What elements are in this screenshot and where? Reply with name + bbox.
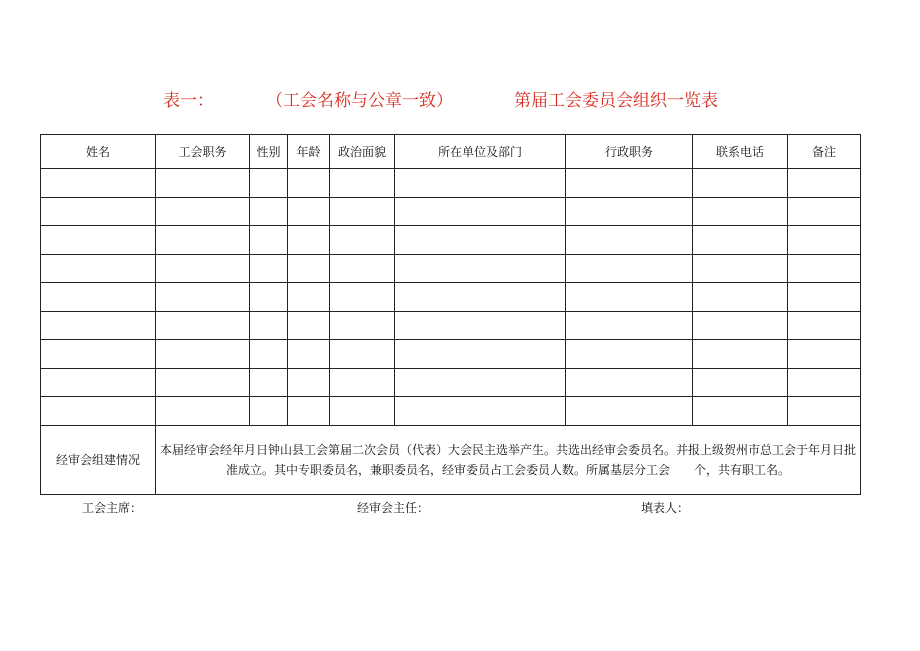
table-row [41,368,861,397]
table-cell[interactable] [288,397,330,426]
header-remarks: 备注 [788,135,861,169]
table-cell[interactable] [156,311,250,340]
table-cell[interactable] [395,397,566,426]
table-cell[interactable] [41,169,156,198]
document-title [0,86,920,112]
table-cell[interactable] [788,283,861,312]
audit-director-label: 经审会主任： [357,501,430,515]
header-name: 姓名 [41,135,156,169]
table-cell[interactable] [395,340,566,369]
table-cell[interactable] [156,397,250,426]
header-political-status: 政治面貌 [330,135,395,169]
summary-label: 经审会组建情况 [41,425,156,494]
table-cell[interactable] [693,397,788,426]
table-cell[interactable] [566,340,693,369]
table-cell[interactable] [330,311,395,340]
table-cell[interactable] [395,197,566,226]
table-cell[interactable] [250,397,288,426]
table-cell[interactable] [41,368,156,397]
table-row [41,397,861,426]
table-cell[interactable] [693,254,788,283]
table-cell[interactable] [330,368,395,397]
table-row [41,340,861,369]
filled-by-label: 填表人： [641,501,690,515]
table-cell[interactable] [288,340,330,369]
table-cell[interactable] [250,169,288,198]
table-cell[interactable] [330,197,395,226]
table-row [41,226,861,255]
table-cell[interactable] [250,283,288,312]
table-cell[interactable] [788,397,861,426]
table-row [41,311,861,340]
table-cell[interactable] [288,254,330,283]
table-cell[interactable] [395,311,566,340]
table-cell[interactable] [156,254,250,283]
table-cell[interactable] [288,368,330,397]
table-cell[interactable] [156,340,250,369]
table-cell[interactable] [566,197,693,226]
table-cell[interactable] [41,397,156,426]
table-cell[interactable] [288,197,330,226]
table-cell[interactable] [41,311,156,340]
table-cell[interactable] [395,226,566,255]
table-cell[interactable] [788,311,861,340]
table-cell[interactable] [693,169,788,198]
table-cell[interactable] [41,197,156,226]
table-cell[interactable] [250,226,288,255]
header-phone: 联系电话 [693,135,788,169]
chairman-label: 工会主席： [82,501,143,515]
table-cell[interactable] [41,340,156,369]
table-cell[interactable] [156,197,250,226]
table-cell[interactable] [156,283,250,312]
table-cell[interactable] [288,311,330,340]
table-cell[interactable] [250,368,288,397]
header-gender: 性别 [250,135,288,169]
title-name-note: （工会名称与公章一致） [266,91,453,111]
table-cell[interactable] [693,368,788,397]
table-cell[interactable] [330,340,395,369]
table-cell[interactable] [41,283,156,312]
table-cell[interactable] [566,397,693,426]
table-cell[interactable] [250,254,288,283]
table-cell[interactable] [788,197,861,226]
table-cell[interactable] [788,254,861,283]
table-cell[interactable] [288,226,330,255]
table-cell[interactable] [41,254,156,283]
header-age: 年龄 [288,135,330,169]
title-suffix: 第届工会委员会组织一览表 [514,91,718,111]
title-prefix: 表一： [163,91,214,111]
table-cell[interactable] [330,254,395,283]
table-cell[interactable] [395,254,566,283]
table-cell[interactable] [693,283,788,312]
table-cell[interactable] [330,169,395,198]
table-cell[interactable] [788,340,861,369]
table-cell[interactable] [788,226,861,255]
committee-table [40,134,861,495]
table-header-row [41,135,861,169]
summary-text[interactable]: 本届经审会经年月日钟山县工会第届二次会员（代表）大会民主选举产生。共选出经审会委员名。并报上级贺州市总工会于年月日批准成立。其中专职委员名，兼职委员名，经审委员占工会委员人数。所属基层分工会 个，共有职工名。 [156,425,861,494]
table-cell[interactable] [395,169,566,198]
table-cell[interactable] [250,340,288,369]
table-cell[interactable] [566,169,693,198]
table-cell[interactable] [330,283,395,312]
table-cell[interactable] [288,169,330,198]
table-cell[interactable] [566,368,693,397]
table-cell[interactable] [250,197,288,226]
table-cell[interactable] [566,254,693,283]
table-cell[interactable] [693,340,788,369]
table-row [41,197,861,226]
table-cell[interactable] [566,226,693,255]
table-cell[interactable] [156,226,250,255]
table-cell[interactable] [566,283,693,312]
header-admin-position: 行政职务 [566,135,693,169]
table-row [41,254,861,283]
table-cell[interactable] [330,226,395,255]
table-cell[interactable] [788,169,861,198]
table-cell[interactable] [330,397,395,426]
table-cell[interactable] [288,283,330,312]
table-cell[interactable] [395,283,566,312]
table-cell[interactable] [156,169,250,198]
table-cell[interactable] [41,226,156,255]
table-cell[interactable] [693,197,788,226]
table-cell[interactable] [788,368,861,397]
header-unit-department: 所在单位及部门 [395,135,566,169]
table-cell[interactable] [250,311,288,340]
table-cell[interactable] [395,368,566,397]
table-cell[interactable] [566,311,693,340]
header-union-position: 工会职务 [156,135,250,169]
table-row [41,283,861,312]
table-cell[interactable] [693,311,788,340]
table-cell[interactable] [693,226,788,255]
summary-row [41,425,861,494]
table-row [41,169,861,198]
table-cell[interactable] [156,368,250,397]
